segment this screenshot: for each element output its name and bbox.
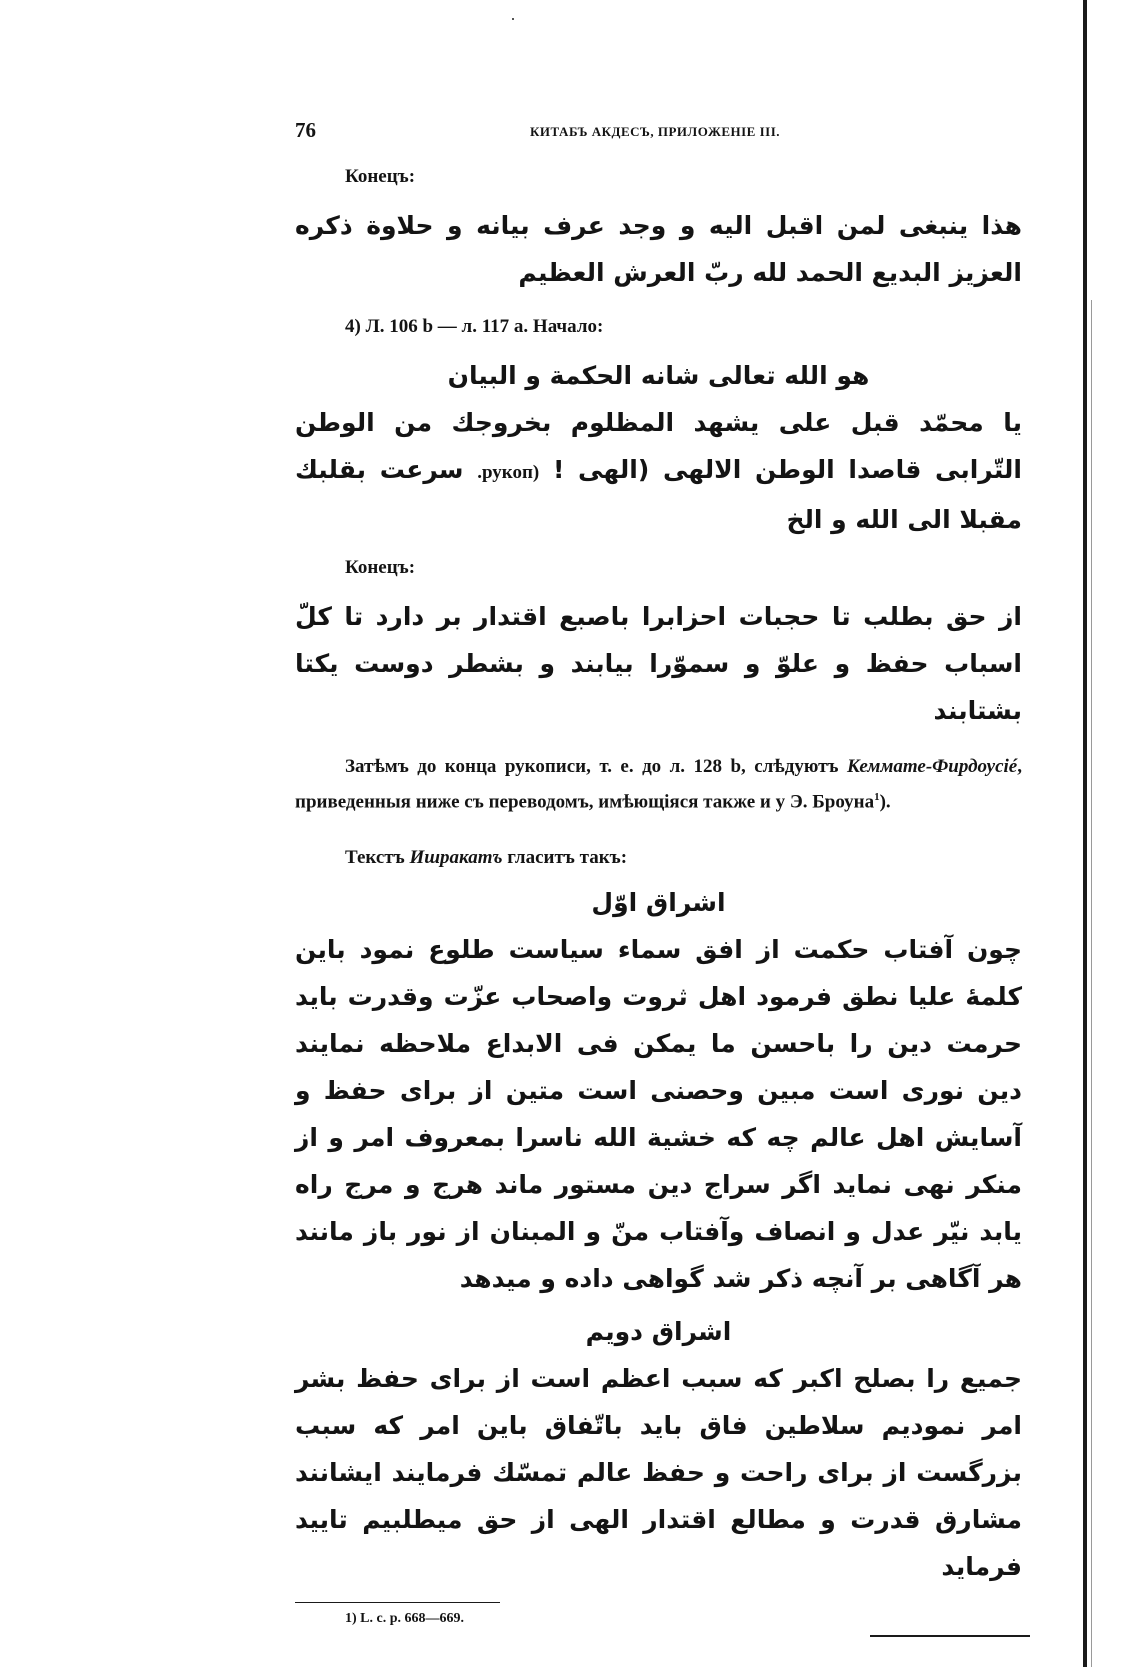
russian-text-a: Затѣмъ до конца рукописи, т. е. до л. 128 b, слѣдуютъ <box>345 756 847 777</box>
ishraqat-intro-a: Текстъ <box>345 847 410 869</box>
end-text-1: هذا ينبغی لمن اقبل اليه و وجد عرف بيانه و حلاوة ذكره العزيز البديع الحمد لله ربّ العرش العظيم <box>295 211 1022 287</box>
ishraqat-title: Ишракатъ <box>409 847 503 869</box>
page-content <box>295 118 1022 1627</box>
section-4-title: هو الله تعالی شانه الحكمة و البيان <box>447 361 870 390</box>
scan-speck <box>512 18 514 20</box>
kemmate-firdousie-title: Кеммате-Фирдоусіé <box>846 756 1018 777</box>
begin-text-part-a: يا محمّد قبل علی يشهد المظلوم بخروجك من الوطن التّرابی قاصدا الوطن الالهی (الهی ! <box>295 408 1023 484</box>
second-ishraq-text: جميع را بصلح اكبر كه سبب اعظم است از برای حفظ بشر امر نموديم سلاطين فاق بايد باتّفاق باين امر كه سبب بزرگست از برای راحت و حفظ عالم تمسّك فرمايند ايشانند مشارق قدرت و مطالع اقتدار الهی از حق ميطلبيم تاييد فرمايد <box>295 1364 1022 1582</box>
page-edge-thin-line <box>1091 300 1092 1667</box>
russian-text-b: , приведенныя ниже съ переводомъ, имѣющіяся также и у Э. Броуна <box>295 756 1022 813</box>
footnote: 1) L. c. p. 668—669. <box>345 1611 464 1627</box>
end-label-1: Конецъ: <box>345 166 416 187</box>
first-ishraq-text: چون آفتاب حكمت از افق سماء سياست طلوع نمود باين كلمهٔ عليا نطق فرمود اهل ثروت واصحاب عزّت وقدرت بايد حرمت دين را باحسن ما يمكن فی الابداع ملاحظه نمايند دين نوری است مبين وحصنی است متين از برای حفظ و آسايش اهل عالم چه كه خشية الله ناسرا بمعروف امر و از منكر نهی نمايد اگر سراج دين مستور ماند هرج و مرج راه يابد نيّر عدل و انصاف وآفتاب منّ و المبنان از نور باز مانند هر آگاهی بر آنچه ذكر شد گواهی داده و ميدهد <box>295 935 1022 1294</box>
russian-paragraph <box>295 752 1022 817</box>
ishraqat-intro <box>345 847 1022 869</box>
page-number: 76 <box>295 118 316 142</box>
page-edge-shadow <box>1083 0 1087 1667</box>
end-text-2: از حق بطلب تا حجبات احزابرا باصبع اقتدار بر دارد تا كلّ اسباب حفظ و علوّ و سموّرا بيابند و بشطر دوست يكتا بشتابند <box>295 602 1022 725</box>
footnote-ref: 1 <box>874 791 880 803</box>
second-ishraq-title: اشراق دويم <box>585 1317 732 1347</box>
first-ishraq-title: اشراق اوّل <box>591 888 726 918</box>
section-4-heading: 4) Л. 106 b — л. 117 a. Начало: <box>345 316 604 337</box>
footnote-rule <box>295 1602 500 1603</box>
begin-text <box>295 399 1022 543</box>
begin-text-part-b: سرعت بقلبك مقبلا الی الله و الخ <box>295 455 1022 534</box>
end-label-2: Конецъ: <box>345 557 416 578</box>
ishraqat-intro-b: гласитъ такъ: <box>502 847 628 869</box>
page-bottom-mark <box>870 1635 1030 1637</box>
russian-text-c: ). <box>879 791 891 813</box>
begin-text-note: (рукоп. <box>477 462 540 483</box>
running-head: КИТАБЪ АКДЕСЪ, ПРИЛОЖЕНІЕ III. <box>530 124 781 139</box>
page-header <box>295 118 1022 152</box>
